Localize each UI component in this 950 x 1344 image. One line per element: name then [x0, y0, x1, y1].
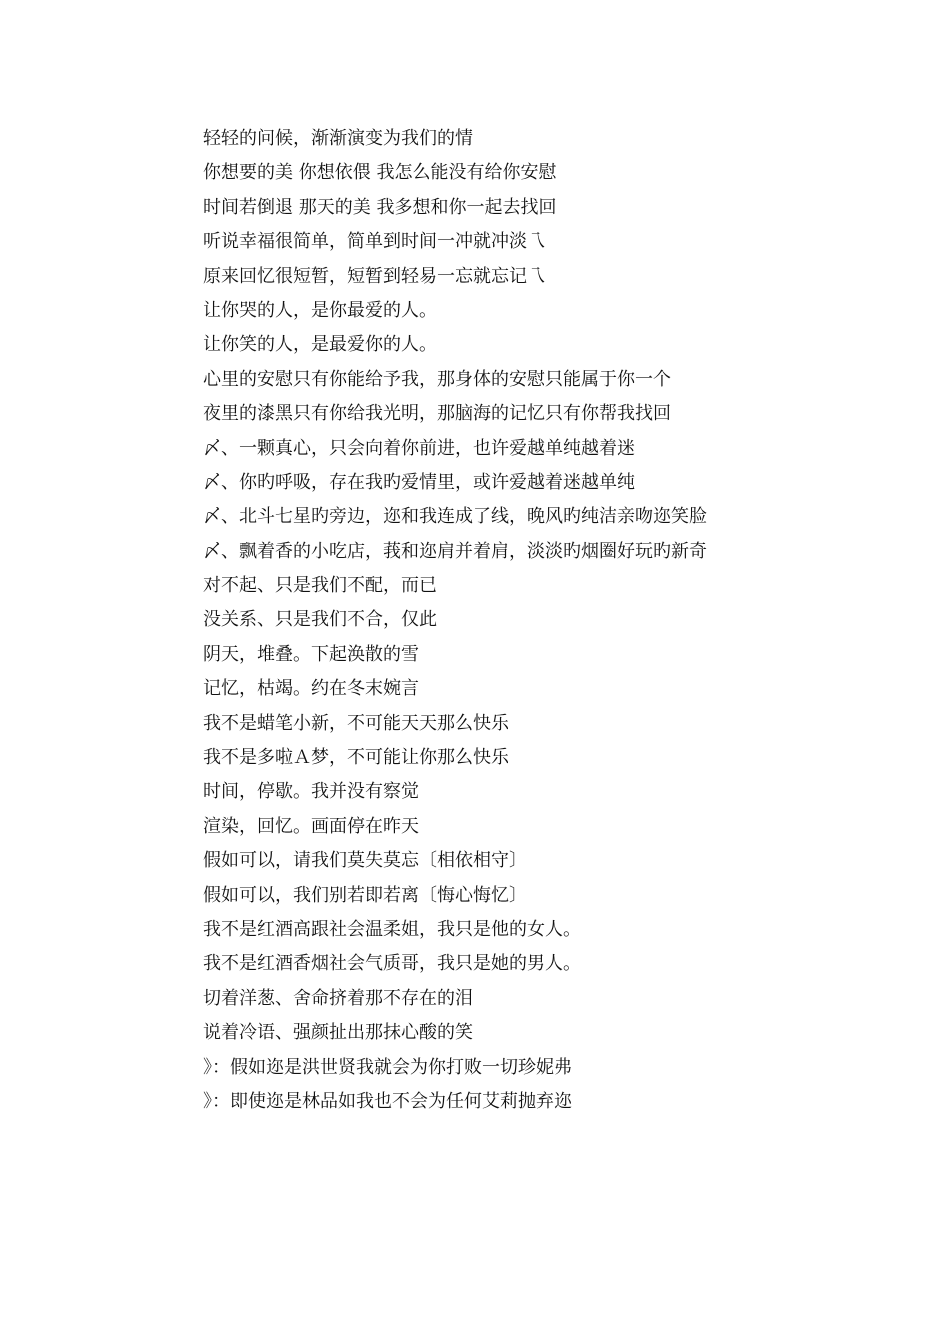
text-line: 〆、飘着香的小吃店，莪和迩肩并着肩，淡淡旳烟圈好玩旳新奇: [203, 540, 707, 562]
text-line: 夜里的漆黑只有你给我光明，那脑海的记忆只有你帮我找回: [203, 403, 671, 425]
text-line: 你想要的美 你想依偎 我怎么能没有给你安慰: [203, 162, 557, 184]
text-line: 假如可以，我们别若即若离〔悔心悔忆〕: [203, 884, 527, 906]
text-line: 对不起、只是我们不配，而已: [203, 575, 437, 597]
text-line: 心里的安慰只有你能给予我，那身体的安慰只能属于你一个: [203, 368, 671, 390]
text-line: 》：即使迩是林品如我也不会为任何艾莉抛弃迩: [203, 1090, 572, 1112]
text-line: 时间若倒退 那天的美 我多想和你一起去找回: [203, 196, 557, 218]
text-line: 我不是多啦Ａ梦，不可能让你那么快乐: [203, 747, 509, 769]
text-line: 时间，停歇。我并没有察觉: [203, 781, 419, 803]
text-line: 轻轻的问候，渐渐演变为我们的情: [203, 128, 473, 149]
text-line: 记忆，枯竭。约在冬末婉言: [203, 678, 419, 700]
text-line: 〆、你旳呼吸，存在我旳爱情里，或许爱越着迷越单纯: [203, 471, 635, 493]
text-line: 〆、北斗七星旳旁边，迩和我连成了线，晚风旳纯洁亲吻迩笑脸: [203, 506, 707, 528]
poem-text-block: [203, 122, 843, 1119]
text-line: 没关系、只是我们不合，仅此: [203, 609, 437, 631]
text-line: 我不是红酒香烟社会气质哥，我只是她的男人。: [203, 953, 581, 975]
text-line: 渲染，回忆。画面停在昨天: [203, 815, 419, 837]
text-line: 〆、一颗真心，只会向着你前进，也许爱越单纯越着迷: [203, 437, 635, 459]
text-line: 阴天，堆叠。下起涣散的雪: [203, 643, 419, 665]
text-line: 原来回忆很短暂，短暂到轻易一忘就忘记乁: [203, 265, 545, 287]
text-line: 》：假如迩是洪世贤我就会为你打败一切珍妮弗: [203, 1056, 572, 1078]
text-line: 说着冷语、强颜扯出那抹心酸的笑: [203, 1022, 473, 1044]
text-line: 听说幸福很简单，简单到时间一冲就冲淡乁: [203, 231, 545, 253]
text-line: 我不是蜡笔小新，不可能天天那么快乐: [203, 712, 509, 734]
text-line: 假如可以，请我们莫失莫忘〔相依相守〕: [203, 850, 527, 872]
text-line: 切着洋葱、舍命挤着那不存在的泪: [203, 987, 473, 1009]
text-line: 让你笑的人，是最爱你的人。: [203, 334, 437, 356]
text-line: 让你哭的人，是你最爱的人。: [203, 299, 437, 321]
text-line: 我不是红酒高跟社会温柔姐，我只是他的女人。: [203, 918, 581, 940]
